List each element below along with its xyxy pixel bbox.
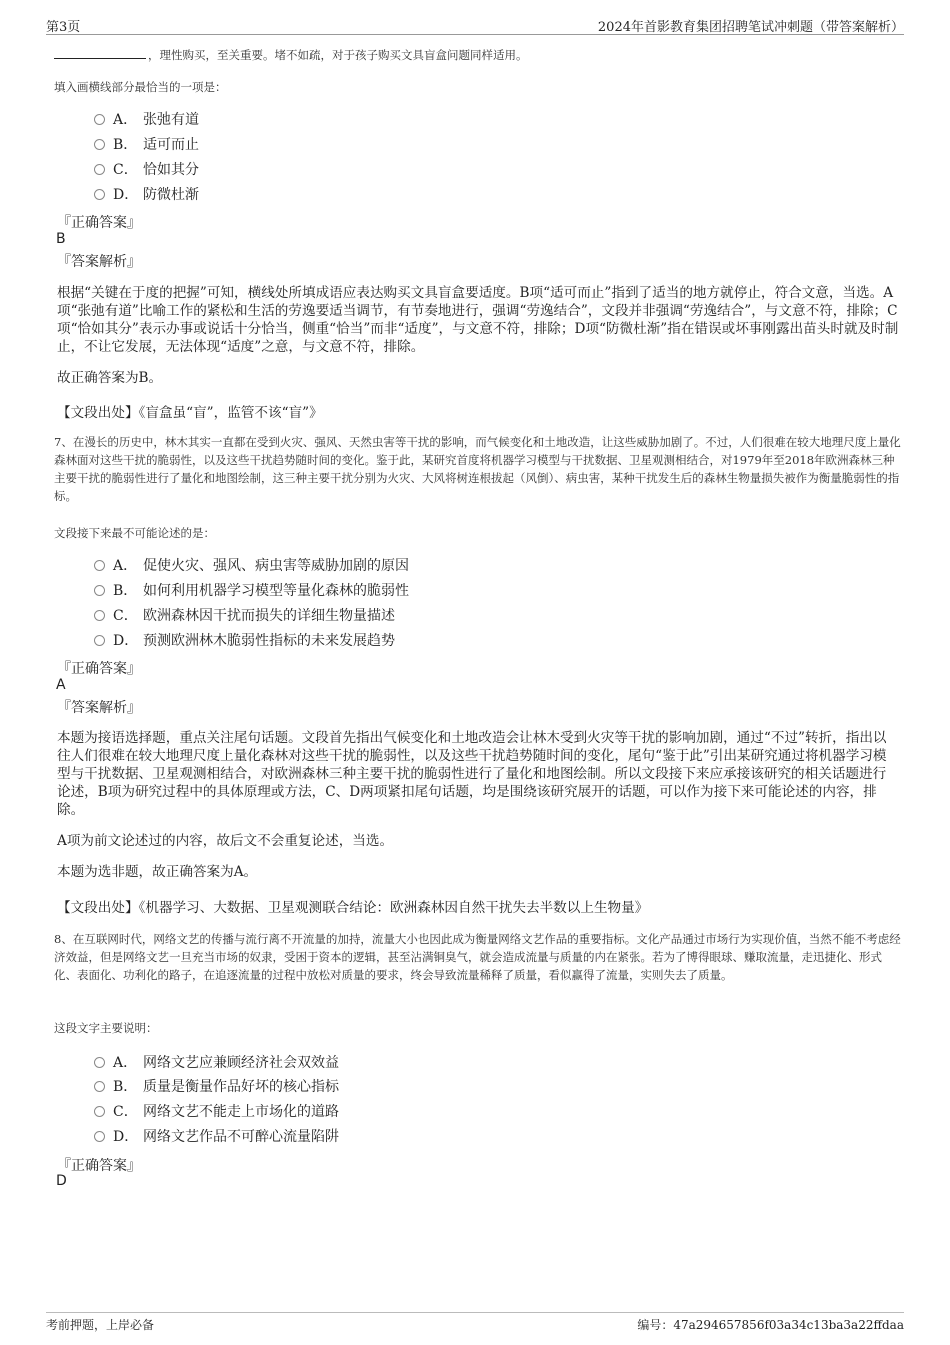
radio-icon[interactable] — [94, 1106, 105, 1117]
radio-icon[interactable] — [94, 635, 105, 646]
radio-icon[interactable] — [94, 1081, 105, 1092]
q6-option-a[interactable]: A． 张弛有道 — [94, 110, 199, 130]
q6-analysis-tag: 『答案解析』 — [57, 254, 141, 270]
q7-conclusion: 本题为选非题，故正确答案为A。 — [57, 864, 258, 880]
q8-option-a[interactable]: A． 网络文艺应兼顾经济社会双效益 — [94, 1053, 339, 1073]
q7-answer-tag: 『正确答案』 — [57, 661, 141, 677]
radio-icon[interactable] — [94, 189, 105, 200]
q7-answer: A — [56, 677, 66, 693]
footer-slogan: 考前押题，上岸必备 — [46, 1318, 155, 1332]
q8-answer-tag: 『正确答案』 — [57, 1158, 141, 1174]
q6-answer: B — [56, 231, 66, 247]
q6-option-c[interactable]: C． 恰如其分 — [94, 160, 199, 180]
q7-option-a[interactable]: A． 促使火灾、强风、病虫害等威胁加剧的原因 — [94, 556, 409, 576]
q6-lead-text: ，理性购买，至关重要。堵不如疏，对于孩子购买文具盲盒问题同样适用。 — [54, 45, 904, 64]
radio-icon[interactable] — [94, 560, 105, 571]
radio-icon[interactable] — [94, 139, 105, 150]
q6-ask: 填入画横线部分最恰当的一项是： — [54, 80, 227, 94]
radio-icon[interactable] — [94, 114, 105, 125]
radio-icon[interactable] — [94, 585, 105, 596]
q8-option-c[interactable]: C． 网络文艺不能走上市场化的道路 — [94, 1102, 339, 1122]
q6-answer-tag: 『正确答案』 — [57, 215, 141, 231]
q7-option-b[interactable]: B． 如何利用机器学习模型等量化森林的脆弱性 — [94, 581, 409, 601]
document-title: 2024年首影教育集团招聘笔试冲刺题（带答案解析） — [597, 20, 904, 35]
q6-source: 【文段出处】《盲盒虽“盲”，监管不该“盲”》 — [57, 405, 323, 421]
radio-icon[interactable] — [94, 1131, 105, 1142]
q7-ask: 文段接下来最不可能论述的是： — [54, 526, 215, 540]
page-footer — [46, 1312, 904, 1335]
q7-analysis: 本题为接语选择题，重点关注尾句话题。文段首先指出气候变化和土地改造会让林木受到火灾等干扰的影响加剧，通过“不过”转折，指出以往人们很难在较大地理尺度上量化森林对这些干扰的脆弱性，以及这些干扰趋势随时间的变化，尾句“鉴于此”引出某研究通过将机器学习模型与干扰数据、卫星观测相结合，对欧洲森林三种主要干扰的脆弱性进行了量化和地图绘制。所以文段接下来应承接该研究的相关话题进行论述，B项为研究过程中的具体原理或方法，C、D两项紧扣尾句话题，均是围绕该研究展开的话题，可以作为接下来可能论述的内容，排除。 — [57, 730, 887, 818]
q7-stem: 7、在漫长的历史中，林木其实一直都在受到火灾、强风、天然虫害等干扰的影响，而气候变化和土地改造，让这些威胁加剧了。不过，人们很难在较大地理尺度上量化森林面对这些干扰的脆弱性，以及这些干扰趋势随时间的变化。鉴于此，某研究首度将机器学习模型与干扰数据、卫星观测相结合，对1979年至2018年欧洲森林三种主要干扰的脆弱性进行了量化和地图绘制，这三种主要干扰分别为火灾、大风将树连根拔起（风倒）、病虫害，某种干扰发生后的森林生物量损失被作为衡量脆弱性的指标。 — [54, 435, 901, 503]
document-id: 编号：47a294657856f03a34c13ba3a22ffdaa — [637, 1318, 904, 1332]
page-number: 第3页 — [46, 20, 81, 35]
radio-icon[interactable] — [94, 164, 105, 175]
q8-answer: D — [56, 1173, 67, 1189]
radio-icon[interactable] — [94, 610, 105, 621]
q6-analysis: 根据“关键在于度的把握”可知，横线处所填成语应表达购买文具盲盒要适度。B项“适可而止”指到了适当的地方就停止，符合文意，当选。A项“张弛有道”比喻工作的紧松和生活的劳逸要适当调节，有节奏地进行，强调“劳逸结合”，文段并非强调“劳逸结合”，与文意不符，排除；C项“恰如其分”表示办事或说话十分恰当，侧重“恰当”而非“适度”，与文意不符，排除；D项“防微杜渐”指在错误或坏事刚露出苗头时就及时制止，不让它发展，无法体现“适度”之意，与文意不符，排除。 — [57, 285, 899, 355]
q8-option-d[interactable]: D． 网络文艺作品不可醉心流量陷阱 — [94, 1127, 339, 1147]
q6-option-d[interactable]: D． 防微杜渐 — [94, 185, 199, 205]
q8-ask: 这段文字主要说明： — [54, 1021, 158, 1035]
q7-source: 【文段出处】《机器学习、大数据、卫星观测联合结论：欧洲森林因自然干扰失去半数以上生物量》 — [57, 900, 649, 916]
q8-stem: 8、在互联网时代，网络文艺的传播与流行离不开流量的加持，流量大小也因此成为衡量网络文艺作品的重要指标。文化产品通过市场行为实现价值，当然不能不考虑经济效益，但是网络文艺一旦充当市场的奴隶，受困于资本的逻辑，甚至沾满铜臭气，就会造成流量与质量的内在紧张。若为了博得眼球、赚取流量，走迅捷化、形式化、表面化、功利化的路子，在追逐流量的过程中放松对质量的要求，终会导致流量稀释了质量，看似赢得了流量，实则失去了质量。 — [54, 932, 901, 982]
q7-analysis-tag: 『答案解析』 — [57, 700, 141, 716]
q7-note: A项为前文论述过的内容，故后文不会重复论述，当选。 — [57, 833, 394, 849]
q7-option-c[interactable]: C． 欧洲森林因干扰而损失的详细生物量描述 — [94, 606, 395, 626]
q6-option-b[interactable]: B． 适可而止 — [94, 135, 199, 155]
q6-conclusion: 故正确答案为B。 — [57, 370, 163, 386]
q8-option-b[interactable]: B． 质量是衡量作品好坏的核心指标 — [94, 1077, 339, 1097]
fill-blank-line — [54, 45, 146, 59]
radio-icon[interactable] — [94, 1057, 105, 1068]
page-header — [46, 14, 904, 35]
q7-option-d[interactable]: D． 预测欧洲林木脆弱性指标的未来发展趋势 — [94, 631, 395, 651]
